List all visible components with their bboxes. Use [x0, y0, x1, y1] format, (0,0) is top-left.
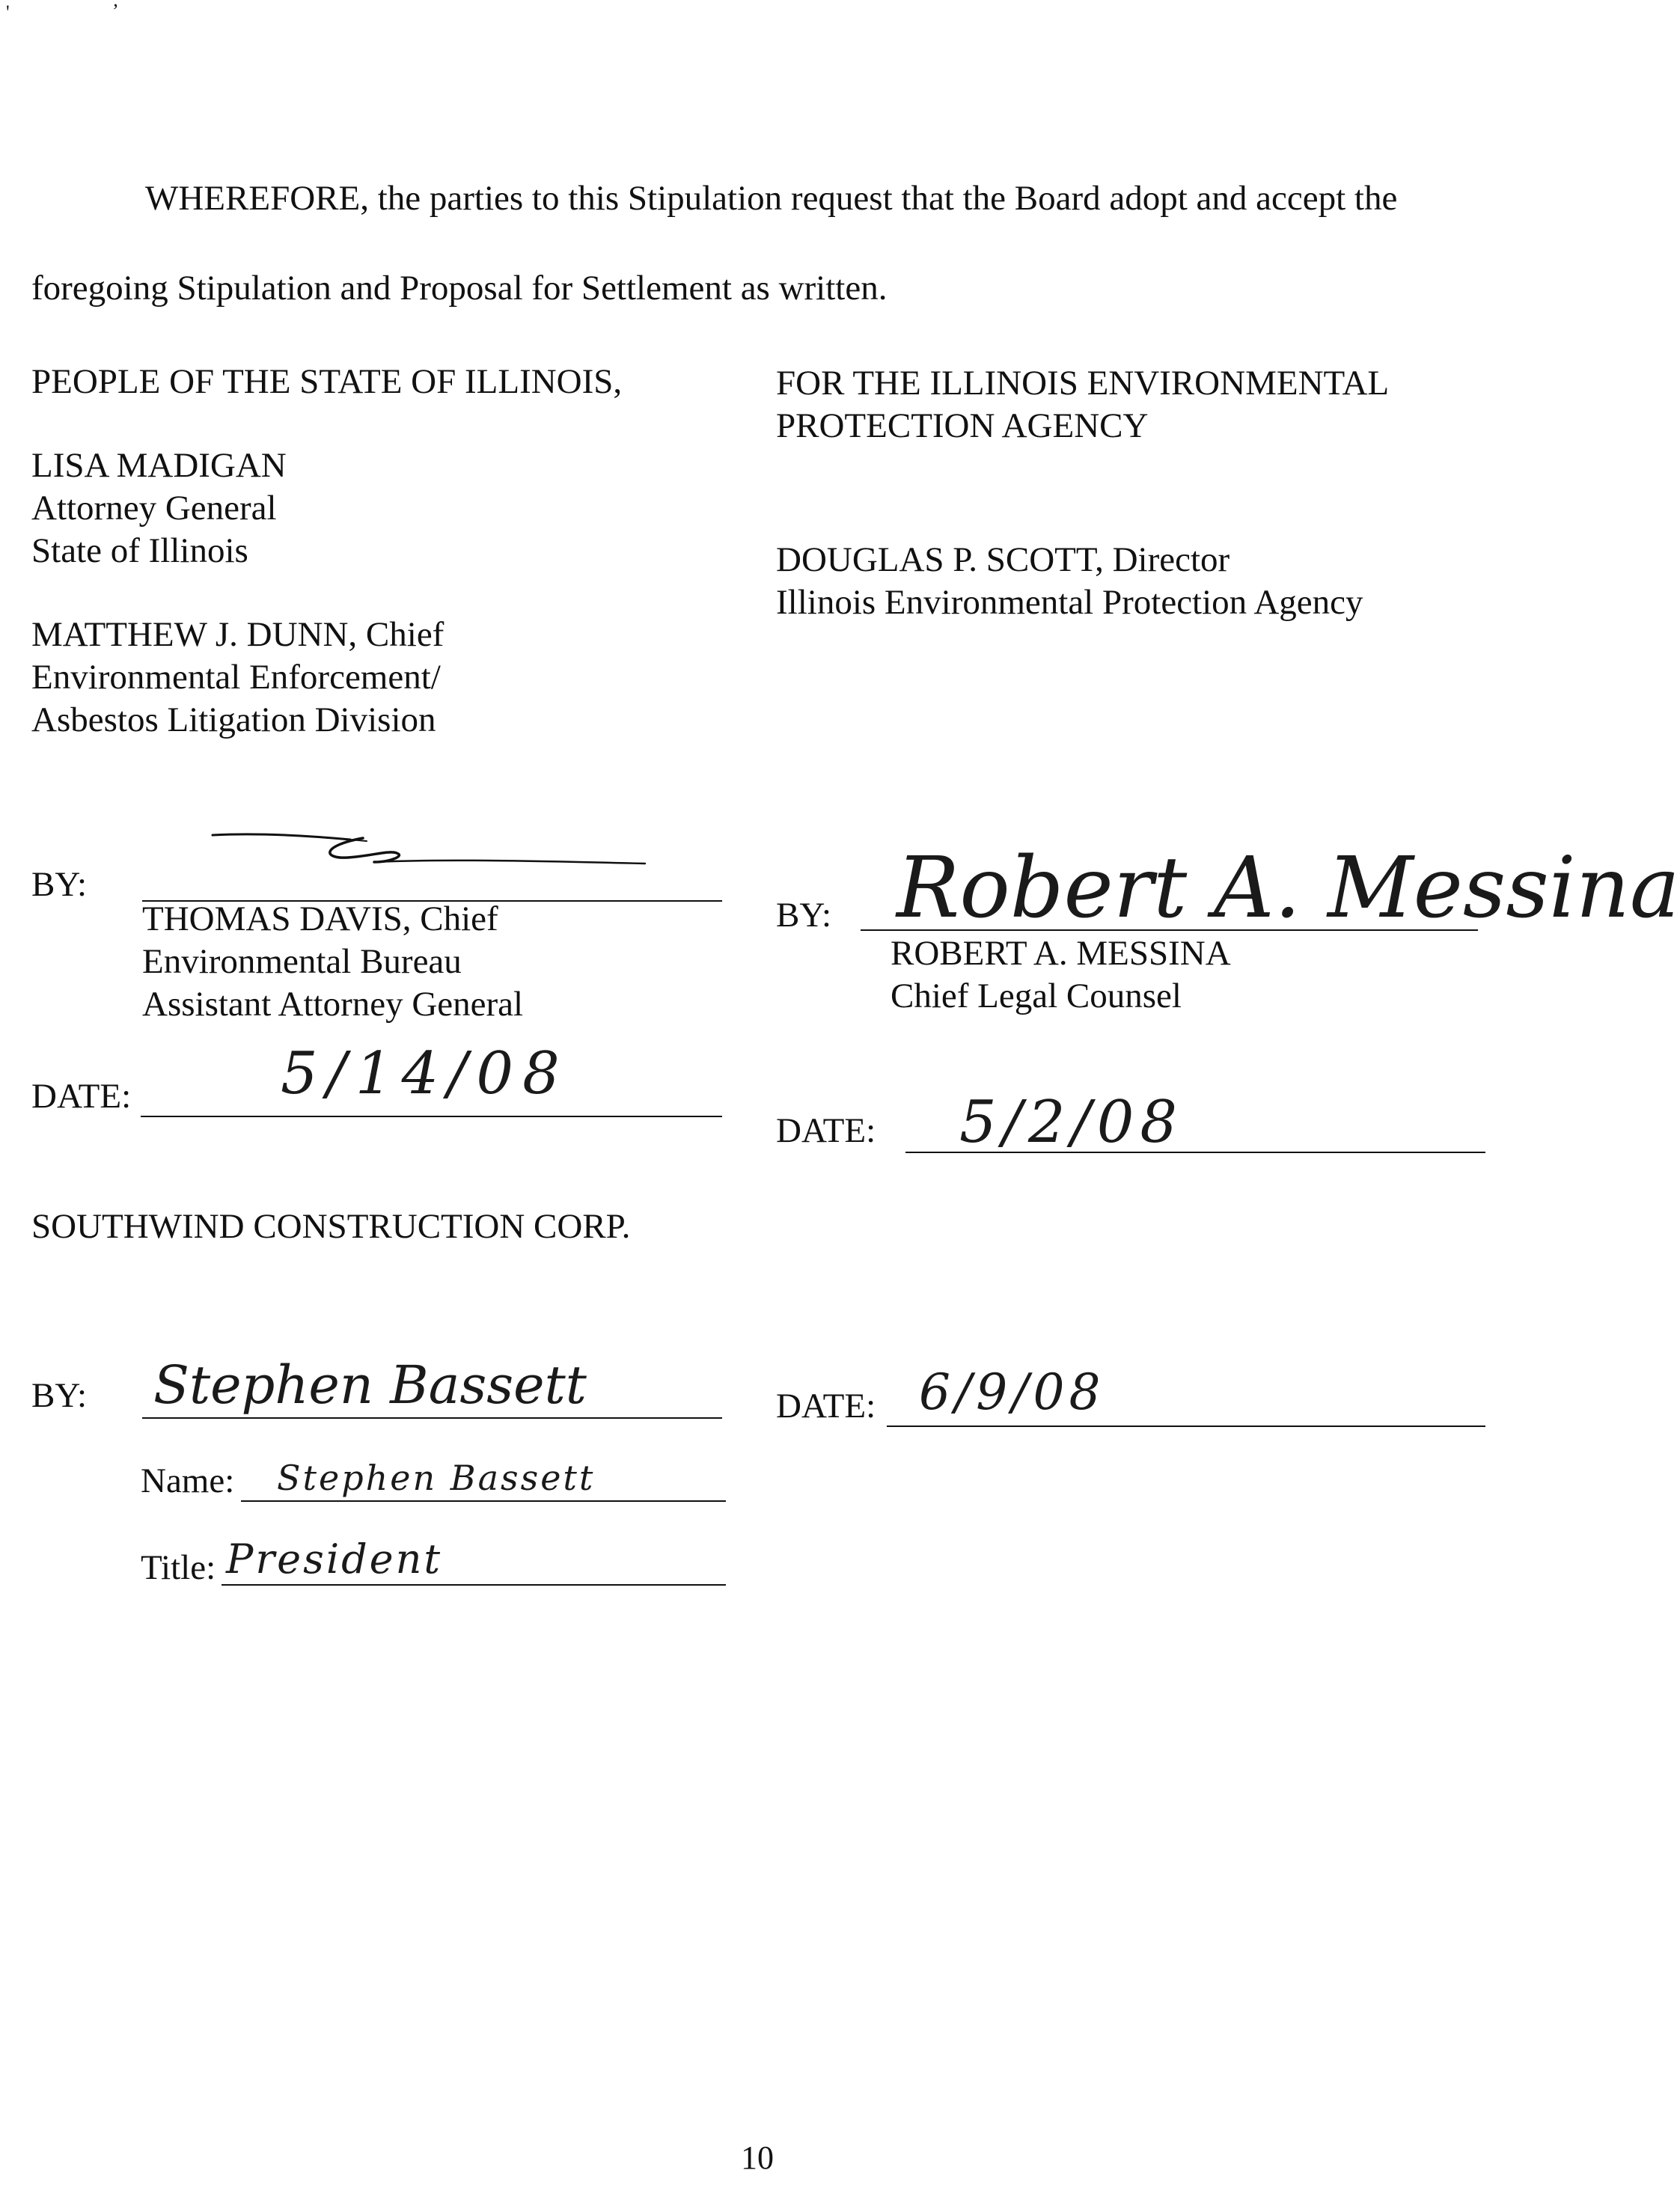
- agency-block: [776, 362, 1389, 447]
- intro-line-1: WHEREFORE, the parties to this Stipulation request that the Board adopt and accept the: [145, 179, 1398, 218]
- left-by-label: BY:: [31, 865, 88, 904]
- left-date-label: DATE:: [31, 1077, 132, 1116]
- right-signer-block: [891, 932, 1231, 1018]
- left-date-line: [141, 1116, 722, 1117]
- company-title-value: President: [226, 1535, 443, 1583]
- right-date-label: DATE:: [776, 1111, 876, 1150]
- agency-heading-line-1: FOR THE ILLINOIS ENVIRONMENTAL: [776, 364, 1390, 403]
- right-signer-title: Chief Legal Counsel: [891, 977, 1182, 1015]
- davis-signature: [210, 823, 651, 883]
- chief-line-2: Environmental Enforcement/: [31, 658, 441, 697]
- left-signer-line-3: Assistant Attorney General: [142, 985, 524, 1024]
- agency-heading-line-2: PROTECTION AGENCY: [776, 406, 1149, 445]
- right-signer-name: ROBERT A. MESSINA: [891, 934, 1231, 973]
- company-name-value: Stephen Bassett: [277, 1458, 596, 1498]
- company-by-label: BY:: [31, 1376, 88, 1415]
- messina-signature: Robert A. Messina: [896, 840, 1680, 937]
- ag-name: LISA MADIGAN: [31, 446, 287, 485]
- scan-mark-left: ': [6, 1, 10, 23]
- bassett-signature: Stephen Bassett: [153, 1354, 587, 1416]
- left-signer-block: [142, 898, 523, 1026]
- right-date-value: 5/2/08: [959, 1089, 1184, 1156]
- company-name-line: [241, 1500, 726, 1502]
- ag-state: State of Illinois: [31, 531, 248, 570]
- intro-line-2: foregoing Stipulation and Proposal for Settlement as written.: [31, 269, 888, 308]
- company-title-line: [222, 1584, 726, 1586]
- people-block: [31, 361, 622, 742]
- chief-name: MATTHEW J. DUNN, Chief: [31, 615, 445, 654]
- left-date-value: 5/14/08: [281, 1040, 569, 1107]
- company-signature-line: [142, 1417, 722, 1419]
- ag-title: Attorney General: [31, 489, 277, 528]
- right-signature-line: [861, 929, 1478, 931]
- company-date-line: [887, 1425, 1485, 1427]
- scan-mark-right: ʼ: [112, 0, 119, 22]
- right-date-line: [905, 1152, 1485, 1153]
- company-date-label: DATE:: [776, 1387, 876, 1425]
- right-by-label: BY:: [776, 896, 832, 935]
- company-date-value: 6/9/08: [919, 1363, 1105, 1421]
- company-title-label: Title:: [141, 1548, 216, 1587]
- page-number: 10: [741, 2139, 774, 2176]
- left-signer-name: THOMAS DAVIS, Chief: [142, 899, 498, 938]
- left-signer-line-2: Environmental Bureau: [142, 942, 462, 981]
- director-name: DOUGLAS P. SCOTT, Director: [776, 540, 1230, 579]
- chief-line-3: Asbestos Litigation Division: [31, 700, 436, 739]
- people-heading: PEOPLE OF THE STATE OF ILLINOIS,: [31, 362, 623, 401]
- director-block: [776, 539, 1363, 624]
- company-name-label: Name:: [141, 1461, 235, 1500]
- company-name: SOUTHWIND CONSTRUCTION CORP.: [31, 1207, 631, 1246]
- director-org: Illinois Environmental Protection Agency: [776, 583, 1363, 622]
